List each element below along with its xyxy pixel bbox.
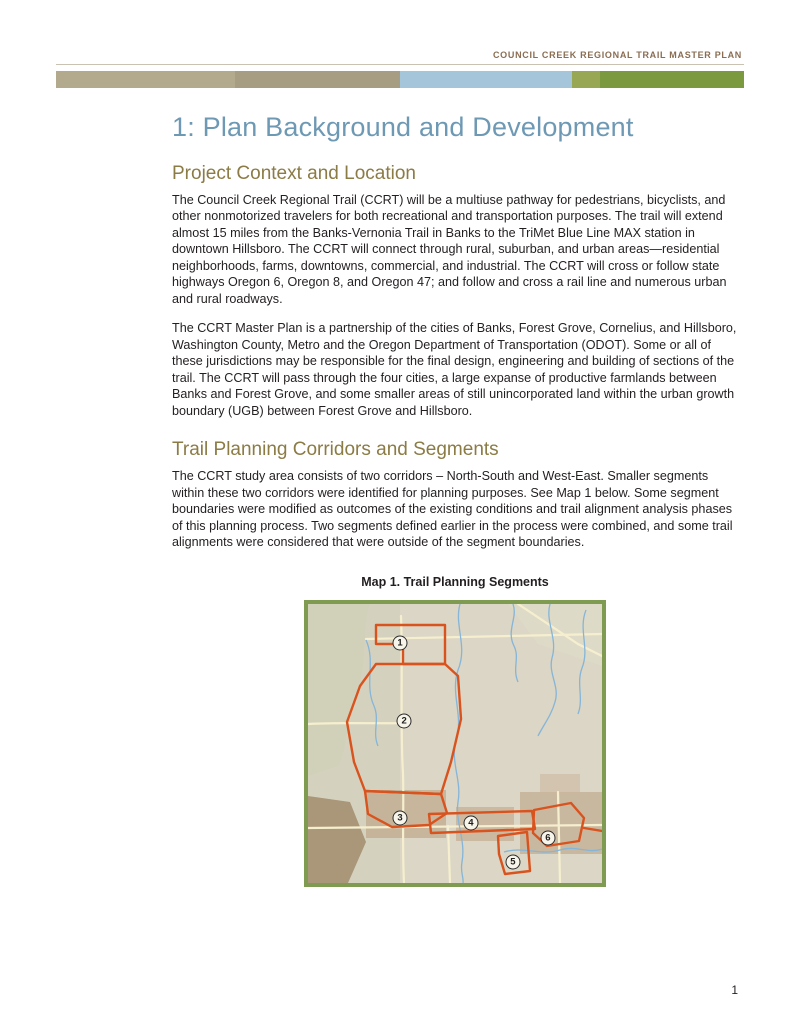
map-segment-marker-6: 6	[540, 830, 555, 845]
running-header-title: COUNCIL CREEK REGIONAL TRAIL MASTER PLAN	[492, 50, 742, 60]
trail-map	[304, 600, 606, 887]
map-caption: Map 1. Trail Planning Segments	[361, 574, 549, 589]
color-bar-segment	[56, 71, 235, 88]
section-heading-corridors-segments: Trail Planning Corridors and Segments	[172, 439, 499, 461]
paragraph: The CCRT Master Plan is a partnership of the cities of Banks, Forest Grove, Cornelius, and Hillsboro, Washington County, Metro and the Oregon Department of Transportation (ODOT). Some or all of these jurisdictions may be responsible for the final design, engineering and building of sections of the trail. The CCRT will pass through the four cities, a large expanse of productive farmlands between Banks and Forest Grove, and some smaller areas of still unincorporated land within the urban growth boundary (UGB) between Forest Grove and Hillsboro.	[172, 321, 737, 418]
color-bar-segment	[235, 71, 400, 88]
chapter-title: 1: Plan Background and Development	[172, 112, 634, 142]
color-bar-segment	[572, 71, 600, 88]
header-rule	[56, 64, 744, 65]
header-color-bar	[56, 71, 744, 88]
map-segment-marker-4: 4	[463, 815, 478, 830]
map-segment-marker-3: 3	[393, 810, 408, 825]
map-segment-marker-5: 5	[505, 854, 520, 869]
paragraph: The CCRT study area consists of two corridors – North-South and West-East. Smaller segments within these two corridors were identified for planning purposes. See Map 1 below. Some segment boundaries were modified as outcomes of the existing conditions and trail alignment analysis phases of this planning process. Two segments defined earlier in the process were combined, and some trail alignments were considered that were outside of the segment boundaries.	[172, 469, 733, 550]
paragraph: The Council Creek Regional Trail (CCRT) will be a multiuse pathway for pedestrians, bicyclists, and other nonmotorized travelers for both recreational and transportation purposes. The trail will extend almost 15 miles from the Banks-Vernonia Trail in Banks to the TriMet Blue Line MAX station in downtown Hillsboro. The CCRT will connect through rural, suburban, and urban areas—residential neighborhoods, farms, downtowns, commercial, and industrial. The CCRT will cross or follow state highways Oregon 6, Oregon 8, and Oregon 47; and follow and cross a rail line and numerous urban and rural roadways.	[172, 193, 727, 306]
color-bar-segment	[400, 71, 572, 88]
color-bar-segment	[600, 71, 744, 88]
section-heading-project-context: Project Context and Location	[172, 163, 416, 184]
map-marker-layer	[308, 604, 602, 883]
map-segment-marker-1: 1	[393, 635, 408, 650]
page-number: 1	[731, 983, 738, 997]
page-content	[172, 112, 738, 887]
map-figure	[172, 600, 738, 887]
map-segment-marker-2: 2	[397, 713, 412, 728]
